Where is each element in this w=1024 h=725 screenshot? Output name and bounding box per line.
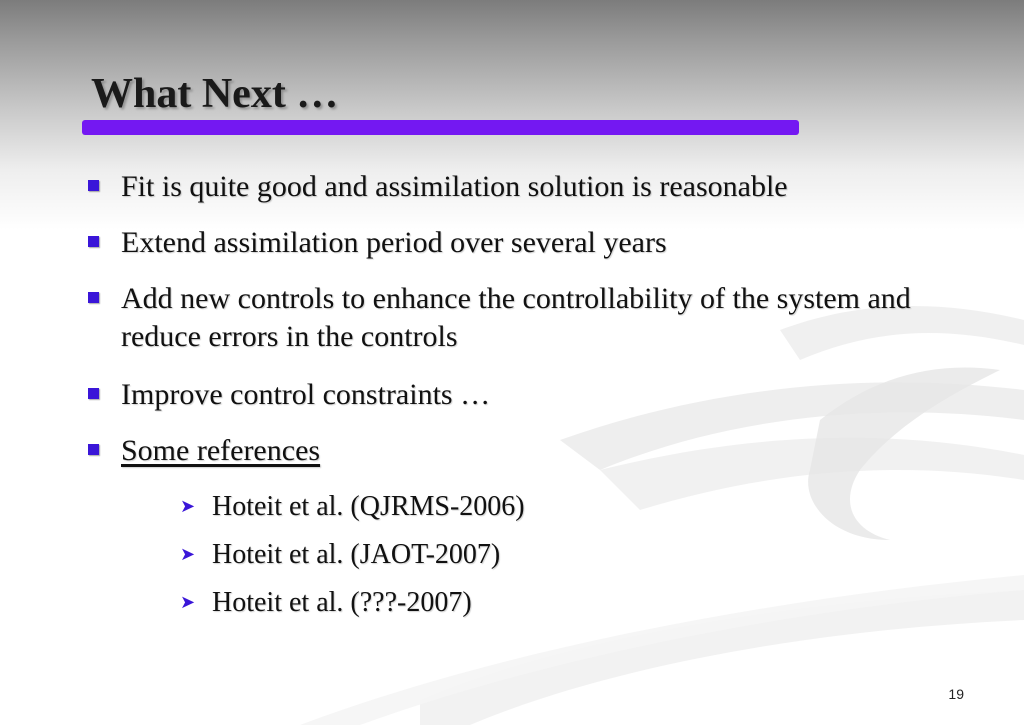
- arrow-bullet-icon: ➤: [180, 544, 196, 565]
- arrow-bullet-icon: ➤: [180, 496, 196, 517]
- reference-text: Hoteit et al. (JAOT-2007): [212, 539, 501, 570]
- references-link[interactable]: Some references: [121, 434, 321, 467]
- bullet-text: Extend assimilation period over several years: [121, 226, 667, 259]
- page-number: 19: [948, 686, 964, 702]
- bullet-text: Add new controls to enhance the controllability of the system and reduce errors in the controls: [121, 282, 911, 353]
- reference-text: Hoteit et al. (QJRMS-2006): [212, 491, 525, 522]
- square-bullet-icon: [88, 388, 99, 399]
- slide-title: What Next …: [91, 71, 339, 117]
- bullet-text: Improve control constraints …: [121, 378, 491, 411]
- arrow-bullet-icon: ➤: [180, 592, 196, 613]
- square-bullet-icon: [88, 180, 99, 191]
- title-underline-bar: [82, 120, 799, 135]
- reference-text: Hoteit et al. (???-2007): [212, 587, 472, 618]
- square-bullet-icon: [88, 236, 99, 247]
- square-bullet-icon: [88, 444, 99, 455]
- bullet-text: Fit is quite good and assimilation solution is reasonable: [121, 170, 788, 203]
- square-bullet-icon: [88, 292, 99, 303]
